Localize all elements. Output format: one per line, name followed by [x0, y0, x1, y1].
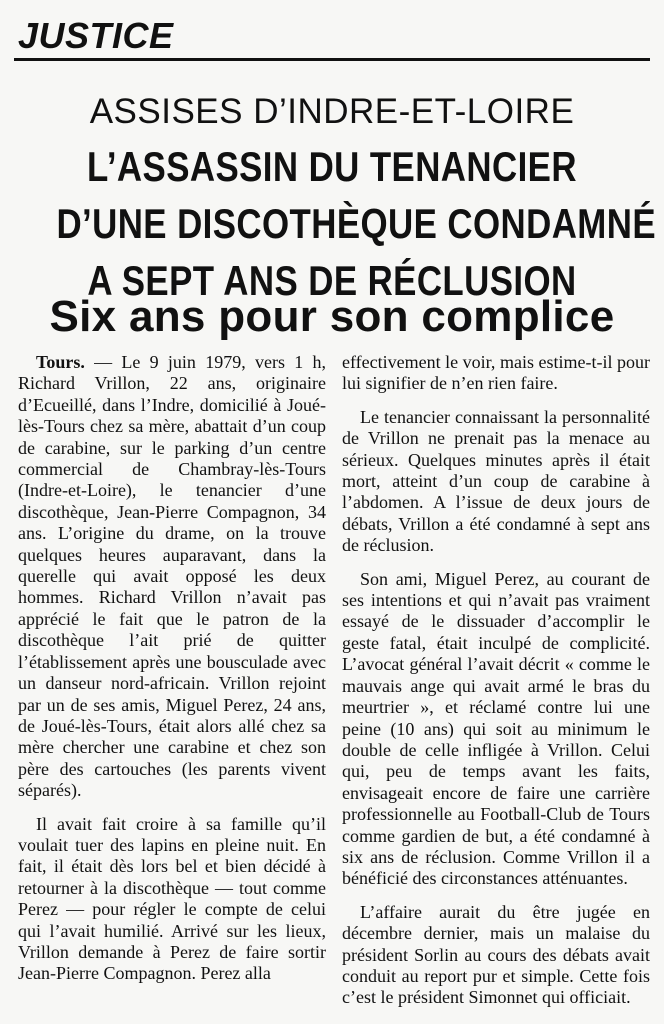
section-rubric: JUSTICE	[18, 15, 174, 56]
section-header	[14, 14, 650, 61]
article-body	[18, 352, 650, 1016]
paragraph: Son ami, Miguel Perez, au courant de ses intentions et qui n’avait pas vraiment essayé de le dissuader d’accomplir le geste fatal, était inculpé de complicité. L’avocat général l’avait décrit « comme le mauvais ange qui avait armé le bras du meurtrier », et réclamé contre lui une peine (10 ans) qui soit au minimum le double de celle infligée à Vrillon. Celui qui, peu de temps avant les faits, envisageait encore de faire une carrière professionnelle au Football-Club de Tours comme gardien de but, a été condamné à six ans de réclusion. Comme Vrillon il a bénéficié des circonstances atténuantes.	[342, 568, 650, 889]
headline-line: D’UNE DISCOTHÈQUE CONDAMNÉ	[56, 200, 657, 247]
article-kicker: ASSISES D’INDRE-ET-LOIRE	[89, 92, 575, 131]
headline-line: L’ASSASSIN DU TENANCIER	[87, 143, 577, 190]
paragraph	[18, 352, 326, 802]
headline-line: A SEPT ANS DE RÉCLUSION	[87, 257, 577, 304]
article-headline	[56, 138, 657, 309]
dateline: Tours.	[36, 352, 85, 372]
column-right	[342, 352, 650, 1016]
paragraph-text: — Le 9 juin 1979, vers 1 h, Richard Vrillon, 22 ans, originaire d’Ecueillé, dans l’Indre, domicilié à Joué-lès-Tours chez sa mère, abattait d’un coup de carabine, sur le parking d’un centre commercial de Chambray-lès-Tours (Indre-et-Loire), le tenancier d’une discothèque, Jean-Pierre Compagnon, 34 ans. L’origine du drame, on la trouve quelques heures auparavant, dans la querelle qui avait opposé les deux hommes. Richard Vrillon n’avait pas apprécié le fait que le patron de la discothèque l’ait prié de quitter l’établissement après une bousculade avec un danseur nord-africain. Vrillon rejoint par un de ses amis, Miguel Perez, 24 ans, de Joué-lès-Tours, était alors allé chez sa mère chercher une carabine et chez son père des cartouches (les parents vivent séparés).	[18, 352, 326, 801]
article-subhead: Six ans pour son complice	[49, 292, 615, 341]
paragraph: Il avait fait croire à sa famille qu’il voulait tuer des lapins en pleine nuit. En fait, il était dès lors bel et bien décidé à retourner à la discothèque — tout comme Perez — pour régler le compte de celui qui l’avait humilié. Arrivé sur les lieux, Vrillon demande à Perez de faire sortir Jean-Pierre Compagnon. Perez alla	[18, 813, 326, 984]
column-left	[18, 352, 326, 1016]
paragraph: L’affaire aurait du être jugée en décembre dernier, mais un malaise du président Sorlin au cours des débats avait conduit au report pur et simple. Cette fois c’est le président Simonnet qui officiait.	[342, 901, 650, 1008]
paragraph: effectivement le voir, mais estime-t-il pour lui signifier de n’en rien faire.	[342, 352, 650, 394]
paragraph: Le tenancier connaissant la personnalité de Vrillon ne prenait pas la menace au sérieux. Quelques minutes après il était mort, atteint d’un coup de carabine à l’abdomen. A l’issue de deux jours de débats, Vrillon a été condamné à sept ans de réclusion.	[342, 406, 650, 556]
